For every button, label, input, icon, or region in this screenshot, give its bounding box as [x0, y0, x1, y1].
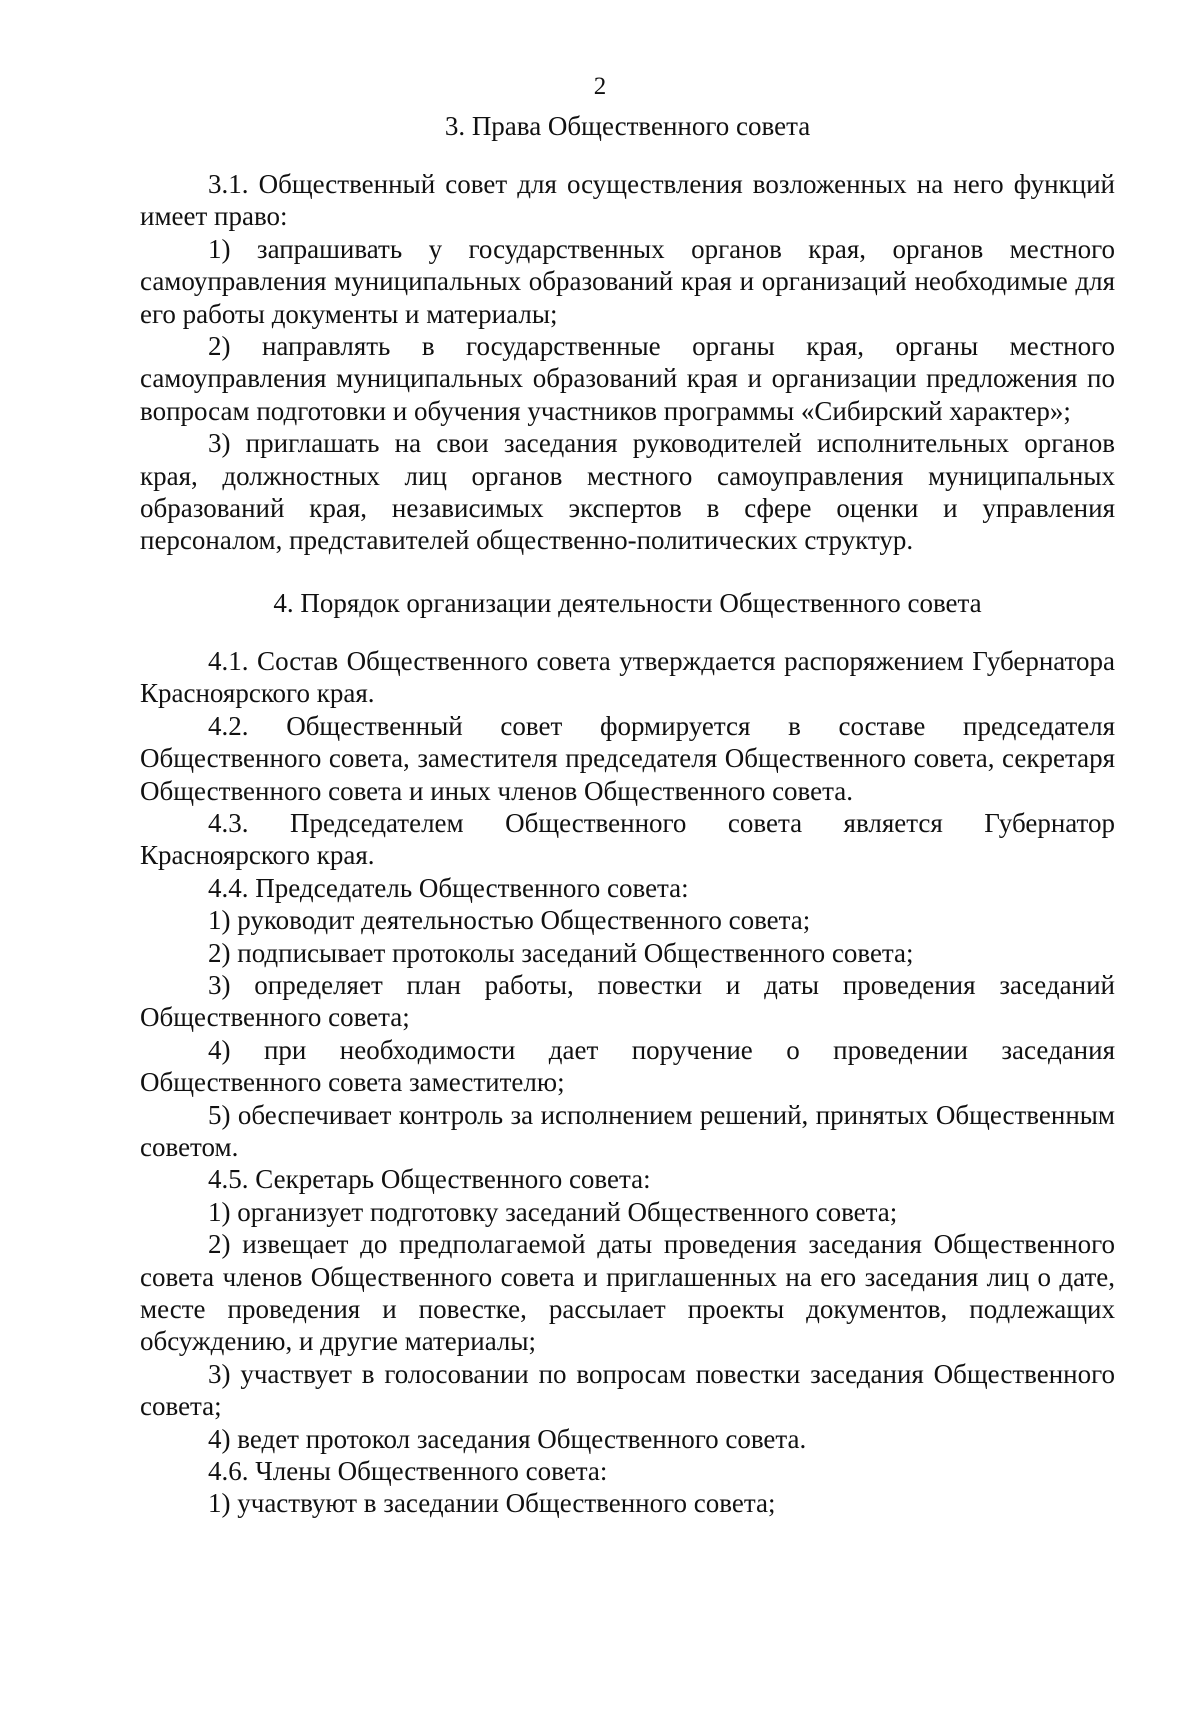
- paragraph: 4.1. Состав Общественного совета утверждается распоряжением Губернатора Красноярского края.: [140, 645, 1115, 709]
- paragraph: 3) участвует в голосовании по вопросам повестки заседания Общественного совета;: [140, 1358, 1115, 1422]
- paragraph: 1) руководит деятельностью Общественного совета;: [208, 905, 811, 936]
- paragraph: 5) обеспечивает контроль за исполнением решений, принятых Общественным советом.: [140, 1099, 1115, 1162]
- document-body: [140, 110, 1115, 1520]
- paragraph: 4) при необходимости дает поручение о проведении заседания Общественного совета заместителю;: [140, 1034, 1115, 1098]
- paragraph: 3.1. Общественный совет для осуществления возложенных на него функций имеет право:: [140, 169, 1115, 232]
- paragraph: 1) участвуют в заседании Общественного совета;: [208, 1488, 776, 1519]
- paragraph: 1) запрашивать у государственных органов края, органов местного самоуправления муниципальных образований края и организаций необходимые для его работы документы и материалы;: [140, 233, 1115, 329]
- paragraph: 2) подписывает протоколы заседаний Общественного совета;: [208, 937, 914, 968]
- paragraph: 4.6. Члены Общественного совета:: [208, 1456, 608, 1487]
- page-number: 2: [593, 73, 607, 100]
- paragraph: 4.2. Общественный совет формируется в составе председателя Общественного совета, заместителя председателя Общественного совета, секретаря Общественного совета и иных членов Общественного совета.: [140, 710, 1115, 806]
- section-rights: [140, 110, 1115, 557]
- paragraph: 3) определяет план работы, повестки и даты проведения заседаний Общественного совета;: [140, 969, 1115, 1033]
- paragraph: 4.3. Председателем Общественного совета является Губернатор Красноярского края.: [140, 807, 1115, 871]
- paragraph: 1) организует подготовку заседаний Общественного совета;: [208, 1196, 898, 1227]
- paragraph: 2) извещает до предполагаемой даты проведения заседания Общественного совета членов Общественного совета и приглашенных на его заседания лиц о дате, месте проведения и повестке, рассылает проекты документов, подлежащих обсуждению, и другие материалы;: [140, 1229, 1115, 1357]
- paragraph: 3) приглашать на свои заседания руководителей исполнительных органов края, должностных лиц органов местного самоуправления муниципальных образований края, независимых экспертов в сфере оценки и управления персоналом, представителей общественно-политических структур.: [140, 428, 1115, 556]
- paragraph: 4.4. Председатель Общественного совета:: [208, 872, 689, 903]
- paragraph: 4) ведет протокол заседания Общественного совета.: [208, 1423, 807, 1454]
- section-title: 4. Порядок организации деятельности Общественного совета: [273, 587, 982, 618]
- paragraph: 2) направлять в государственные органы края, органы местного самоуправления муниципальных образований края и организации предложения по вопросам подготовки и обучения участников программы «Сибирский характер»;: [140, 331, 1115, 426]
- section-title: 3. Права Общественного совета: [444, 111, 811, 141]
- section-organization: [140, 587, 1115, 1520]
- paragraph: 4.5. Секретарь Общественного совета:: [208, 1164, 651, 1195]
